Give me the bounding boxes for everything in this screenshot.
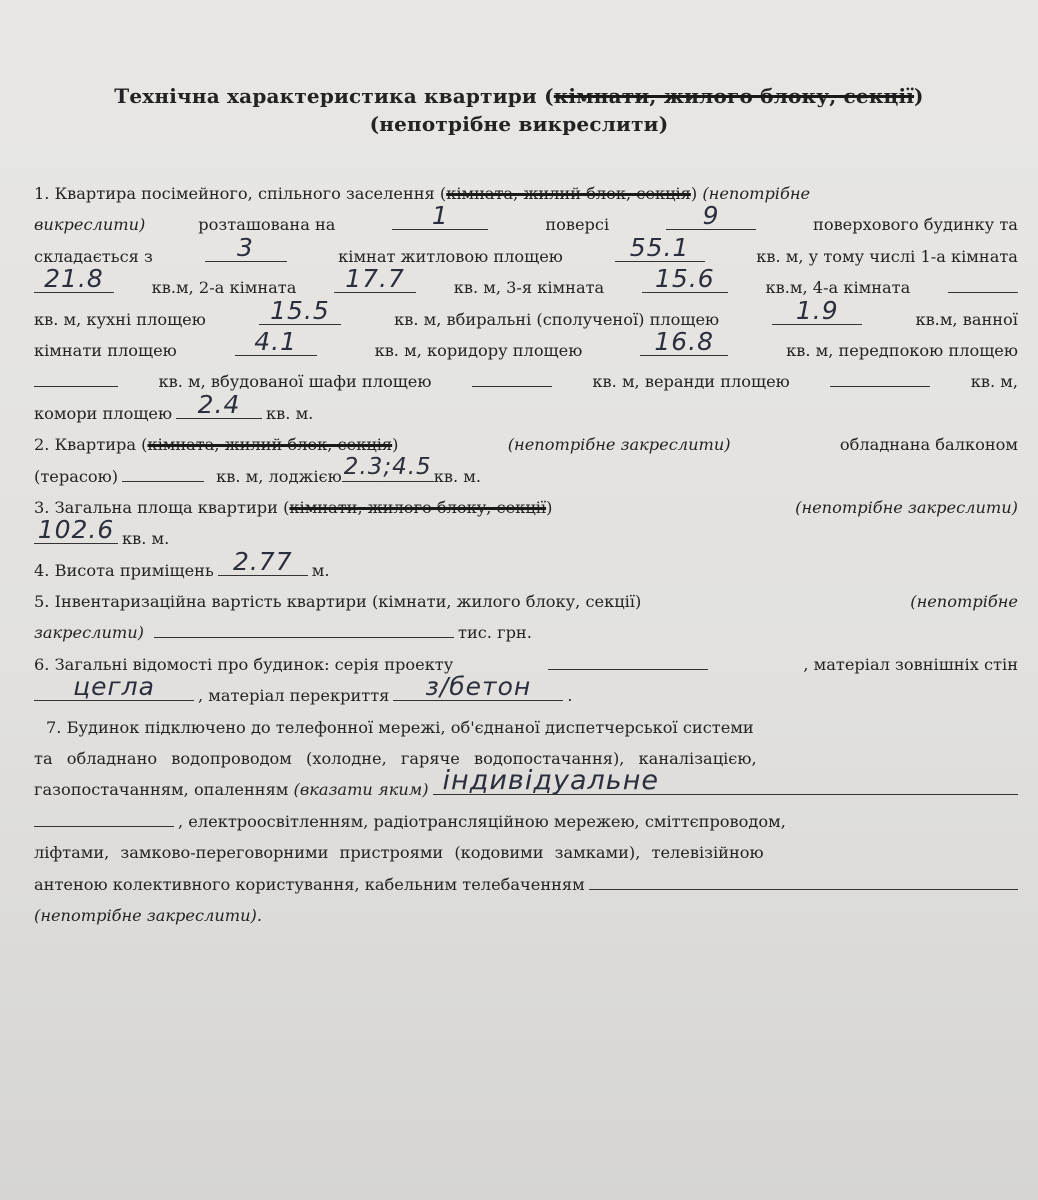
balcony-field[interactable] (122, 480, 204, 482)
text: 1. Квартира посімейного, спільного заселення ( (34, 184, 447, 203)
title-struck-text: кімнати, жилого блоку, секції (553, 84, 915, 108)
text: 7. Будинок підключено до телефонної мережі, об'єднаної диспетчерської системи (46, 717, 754, 737)
text: 5. Інвентаризаційна вартість квартири (кімнати, жилого блоку, секції) (34, 592, 642, 612)
form-line-22 (34, 837, 1018, 868)
struck-text: кімната, жилий блок, секція (446, 184, 691, 203)
text: 3. Загальна площа квартири ( (34, 497, 290, 517)
handwritten-value: 3 (237, 232, 254, 262)
text: кв. м, кухні площею (34, 309, 206, 329)
handwritten-value: цегла (73, 672, 155, 702)
floors-material-field[interactable] (393, 672, 563, 702)
text: розташована на (198, 215, 336, 235)
heating-type-field[interactable] (433, 765, 1018, 797)
text: ) (690, 184, 698, 203)
floor-field[interactable] (392, 201, 488, 231)
text: кв.м, ванної (915, 309, 1018, 329)
form-line-21 (34, 806, 1018, 837)
text: тис. грн. (457, 623, 532, 643)
text: кв. м. (266, 403, 314, 423)
text: 6. Загальні відомості про будинок: серія проекту (34, 654, 454, 674)
document-subtitle: (непотрібне викреслити) (369, 112, 669, 136)
italic-note: (вказати яким) (293, 780, 429, 800)
veranda-field[interactable] (830, 385, 930, 387)
floors-total-field[interactable] (666, 201, 756, 231)
text: кв. м, коридору площею (374, 340, 583, 360)
storage-field[interactable] (176, 389, 262, 419)
text: кв. м. (433, 466, 481, 486)
height-field[interactable] (218, 546, 308, 576)
text: кімнат житловою площею (338, 246, 563, 266)
form-line-1 (34, 178, 1018, 209)
handwritten-value: 2.77 (232, 546, 293, 576)
form-line-3 (34, 232, 1018, 272)
handwritten-value: 16.8 (654, 326, 715, 356)
living-area-field[interactable] (615, 232, 705, 262)
form-line-20 (34, 765, 1018, 805)
handwritten-value: 15.6 (655, 264, 715, 294)
handwritten-value: з/бетон (425, 672, 532, 702)
handwritten-value: 4.1 (254, 326, 298, 356)
italic-note: закреслити) (34, 623, 144, 643)
text: складається з (34, 246, 153, 266)
toilet-field[interactable] (772, 295, 862, 325)
handwritten-value: 21.8 (44, 264, 104, 294)
handwritten-value: 9 (702, 201, 720, 231)
handwritten-value: індивідуальне (442, 765, 659, 797)
text: кв. м, лоджією (216, 466, 342, 486)
kitchen-field[interactable] (259, 295, 341, 325)
handwritten-value: 102.6 (37, 515, 115, 545)
text: та обладнано водопроводом (холодне, гаряче водопостачання), каналізацією, (34, 749, 757, 769)
text: кв. м, веранди площею (592, 372, 790, 392)
italic-note: (непотрібне закреслити) (795, 497, 1018, 517)
text: кв. м, вбиральні (сполученої) площею (394, 309, 720, 329)
form-line-5 (34, 295, 1018, 335)
total-area-field[interactable] (34, 515, 118, 545)
room2-field[interactable] (334, 264, 416, 294)
text: кв. м, вбудованої шафи площею (158, 372, 432, 392)
form-line-8 (34, 389, 1018, 429)
struck-text: кімната, жилий блок, секція (147, 435, 393, 455)
text: антеною колективного користування, кабельним телебаченням (34, 874, 585, 894)
text: комори площею (34, 403, 173, 423)
form-line-2 (34, 201, 1018, 240)
text: 4. Висота приміщень (34, 560, 214, 580)
document-title (0, 84, 1038, 108)
text: кв. м, (970, 372, 1018, 392)
form-line-12 (34, 515, 1018, 554)
title-end: ) (914, 84, 924, 108)
text: м. (311, 560, 330, 580)
text: ліфтами, замково-переговорними пристроями (кодовими замками), телевізійною (34, 843, 764, 863)
text: ) (546, 497, 553, 517)
room3-field[interactable] (642, 264, 728, 294)
text: поверхового будинку та (813, 215, 1018, 235)
italic-note: (непотрібне закреслити). (34, 905, 263, 925)
text: кімнати площею (34, 340, 177, 360)
struck-text: кімнати, жилого блоку, секції (289, 497, 547, 517)
project-series-field[interactable] (548, 668, 708, 670)
handwritten-value: 1.9 (795, 295, 839, 325)
form-line-11 (34, 492, 1018, 523)
handwritten-value: 15.5 (270, 295, 330, 325)
hallway-field[interactable] (34, 385, 118, 387)
wardrobe-field[interactable] (472, 385, 552, 387)
text: , матеріал зовнішніх стін (803, 654, 1018, 674)
corridor-field[interactable] (640, 326, 728, 356)
form-line-4 (34, 264, 1018, 303)
room4-field[interactable] (948, 291, 1018, 293)
text: (терасою) (34, 466, 119, 486)
form-line-15 (34, 617, 1018, 648)
form-line-18 (34, 712, 1018, 743)
loggia-field[interactable] (342, 453, 434, 482)
text: ) (392, 435, 399, 455)
text: кв. м, у тому числі 1-а кімната (756, 246, 1018, 266)
handwritten-value: 55.1 (629, 232, 690, 262)
handwritten-value: 2.3;4.5 (343, 453, 432, 480)
text: поверсі (545, 215, 610, 235)
text: кв. м, передпокою площею (786, 340, 1018, 360)
italic-note: (непотрібне (910, 592, 1018, 612)
handwritten-value: 1 (431, 201, 449, 231)
form-line-13 (34, 546, 1018, 586)
form-line-23 (34, 869, 1018, 900)
text: кв.м, 4-а кімната (765, 278, 911, 298)
bathroom-field[interactable] (235, 326, 317, 356)
italic-note: (непотрібне (702, 184, 811, 203)
walls-material-field[interactable] (34, 672, 194, 702)
text: обладнана балконом (839, 435, 1018, 455)
cable-tv-field[interactable] (589, 888, 1018, 890)
form-line-9 (34, 429, 1018, 460)
text: . (567, 686, 573, 706)
text: кв.м, 2-а кімната (151, 278, 297, 298)
heating-continued-field[interactable] (34, 825, 174, 827)
text: , матеріал перекриття (198, 686, 390, 706)
handwritten-value: 17.7 (345, 264, 405, 294)
form-line-24 (34, 900, 1018, 931)
italic-note: викреслити) (34, 215, 146, 235)
text: 2. Квартира ( (34, 435, 148, 455)
form-line-10 (34, 453, 1018, 492)
form-body (34, 178, 1018, 931)
form-line-17 (34, 672, 1018, 711)
text: кв. м, 3-я кімната (453, 278, 605, 298)
room1-field[interactable] (34, 264, 114, 294)
italic-note: (непотрібне закреслити) (507, 435, 731, 455)
text: , електроосвітленням, радіотрансляційною мережею, сміттєпроводом, (178, 811, 786, 831)
text: газопостачанням, опаленням (34, 780, 289, 800)
form-line-14 (34, 586, 1018, 617)
title-text: Технічна характеристика квартири ( (114, 84, 554, 108)
rooms-field[interactable] (205, 232, 287, 262)
form-line-6 (34, 326, 1018, 366)
text: кв. м. (122, 529, 170, 549)
handwritten-value: 2.4 (197, 389, 241, 419)
inventory-value-field[interactable] (154, 636, 454, 638)
